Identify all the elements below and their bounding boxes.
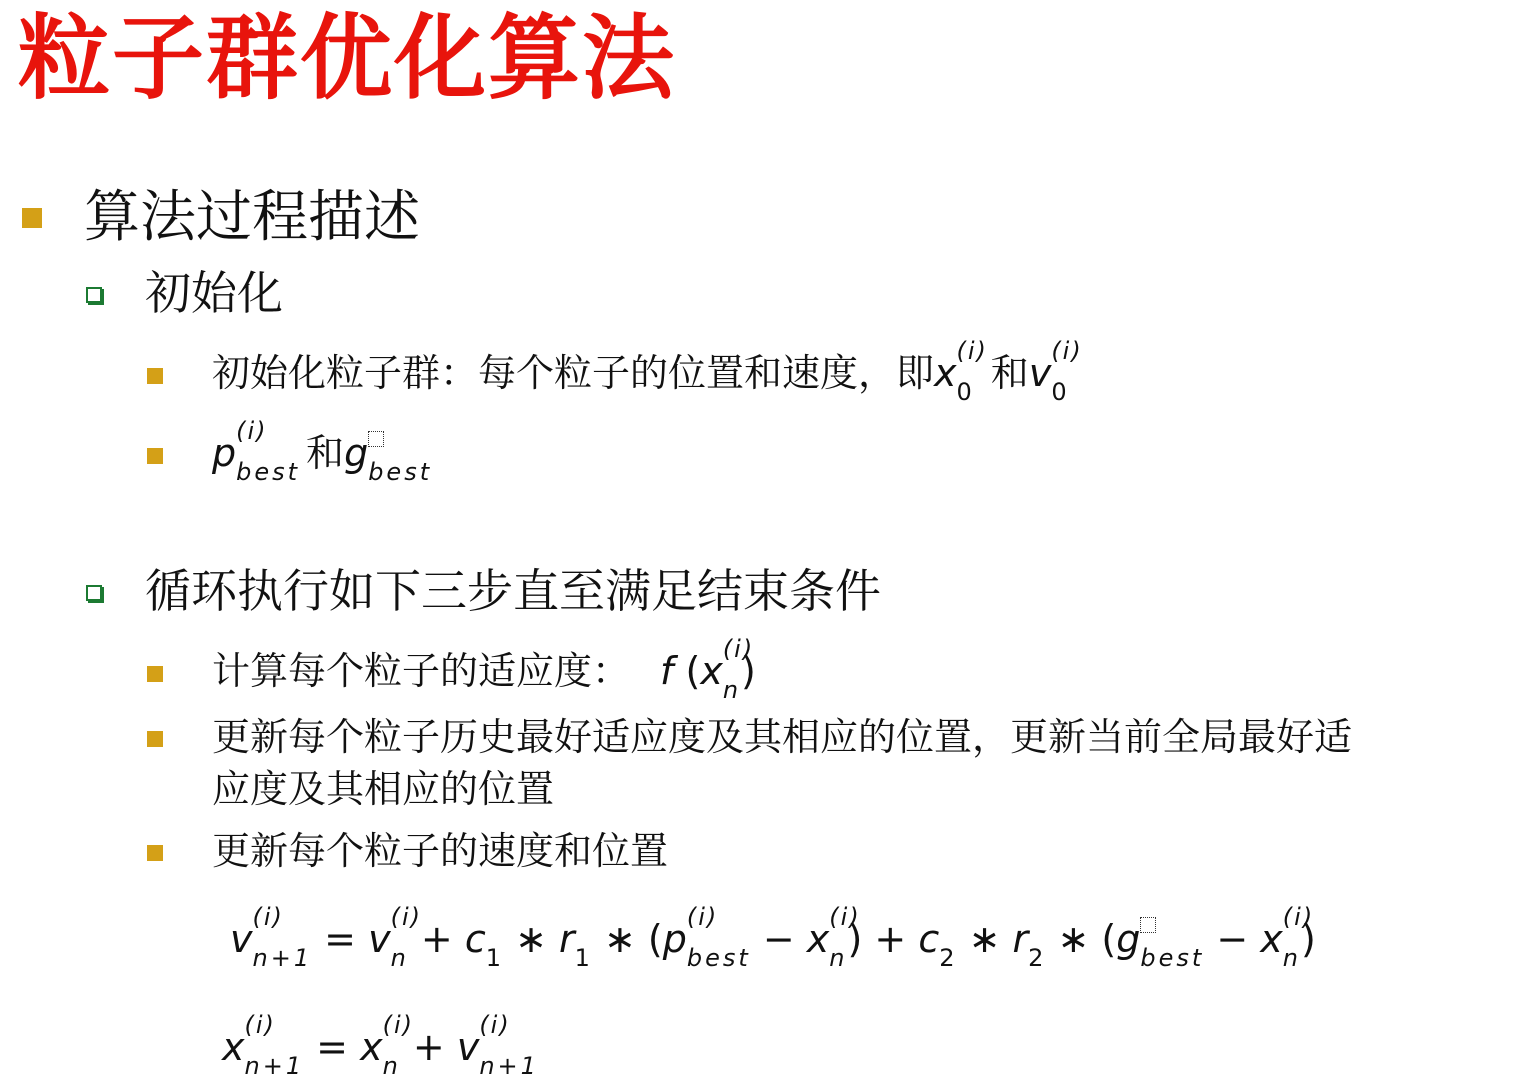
loop-item-2-line2: 应度及其相应的位置 bbox=[212, 767, 555, 811]
math-gbest: g $_{best}$ bbox=[344, 431, 433, 486]
loop-item-3: 更新每个粒子的速度和位置 bbox=[212, 829, 669, 873]
init-item-1-and: 和 bbox=[990, 351, 1029, 395]
velocity-update-equation: v (i) $_{n+1}$ = v (i) $_n + c_1$ ∗ $r_1$ ∗ (p (i) $_{best}$ − x (i) $_n) + c_2$ ∗ $r_2$ ∗ (g $_{best}$ − x (i) $_n$) bbox=[230, 903, 1316, 972]
bullet-hollow-square-icon bbox=[86, 287, 102, 303]
loop-item-2-line1: 更新每个粒子历史最好适应度及其相应的位置，更新当前全局最好适 bbox=[212, 715, 1353, 759]
init-item-1 bbox=[212, 337, 1083, 406]
page-title: 粒子群优化算法 bbox=[18, 5, 677, 112]
init-item-1-text: 初始化粒子群：每个粒子的位置和速度，即 bbox=[212, 351, 935, 395]
loop-label: 循环执行如下三步直至满足结束条件 bbox=[145, 564, 881, 618]
section-heading: 算法过程描述 bbox=[84, 185, 420, 250]
bullet-square-icon bbox=[147, 845, 163, 861]
bullet-square-icon bbox=[147, 731, 163, 747]
loop-item-1-text: 计算每个粒子的适应度： bbox=[212, 649, 631, 693]
math-fitness: f (x (i) $_n$) bbox=[660, 635, 756, 704]
math-v0: v (i) $_0$ bbox=[1028, 337, 1083, 406]
math-pbest: p (i) $_{best}$ bbox=[212, 417, 301, 486]
loop-item-1 bbox=[212, 635, 756, 704]
bullet-hollow-square-icon bbox=[86, 585, 102, 601]
bullet-square-icon bbox=[147, 368, 163, 384]
init-item-2 bbox=[212, 417, 433, 486]
math-x0: x (i) $_0$ bbox=[934, 337, 988, 406]
init-label: 初始化 bbox=[145, 266, 283, 320]
position-update-equation: x (i) $_{n+1}$ = x (i) $_n$ + v (i) $_{n+1}$ bbox=[222, 1011, 539, 1080]
init-item-2-and: 和 bbox=[306, 431, 345, 475]
bullet-square-icon bbox=[22, 208, 42, 228]
bullet-square-icon bbox=[147, 448, 163, 464]
bullet-square-icon bbox=[147, 666, 163, 682]
